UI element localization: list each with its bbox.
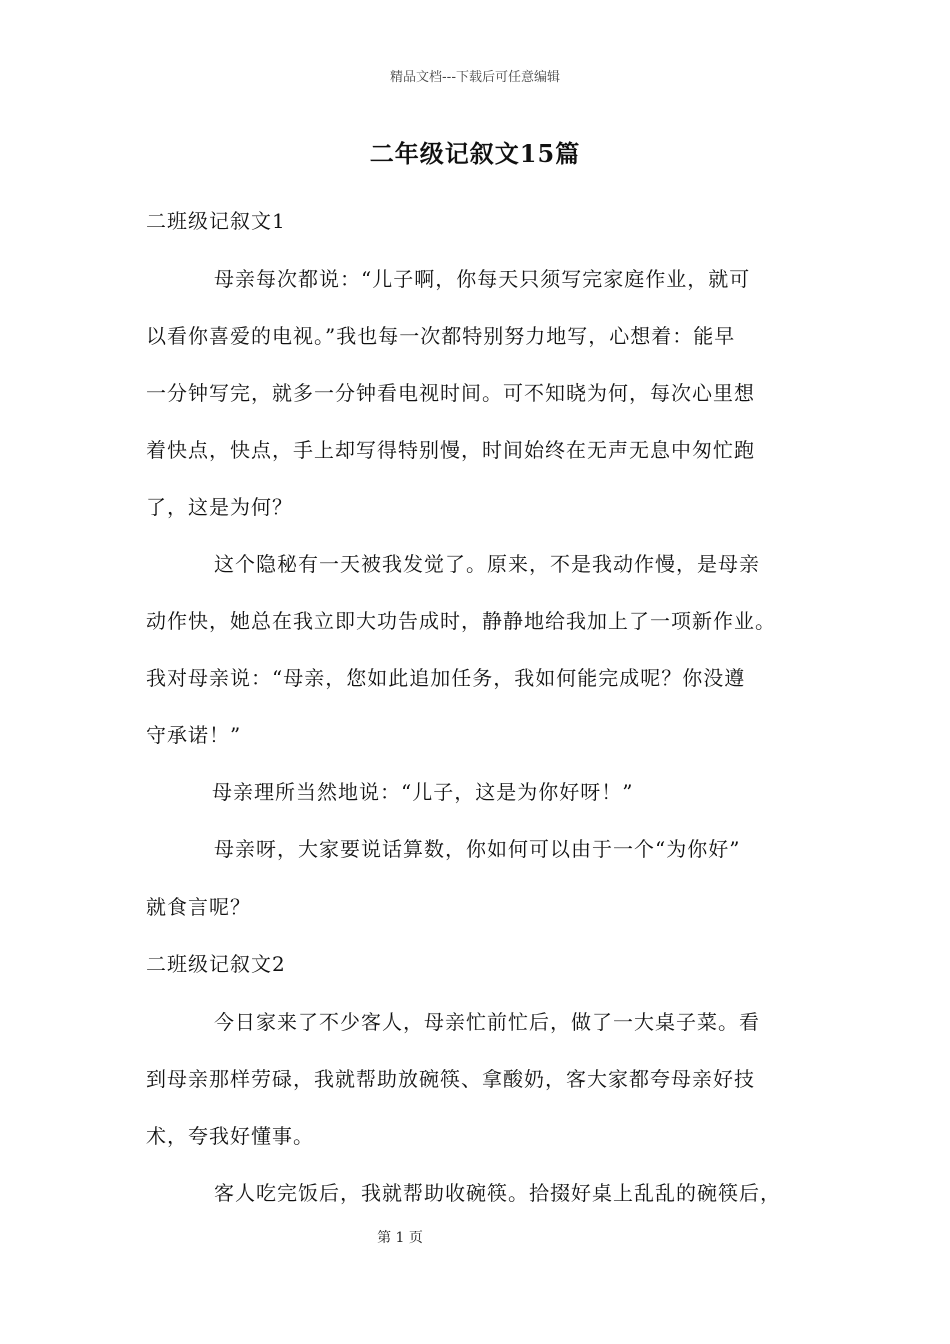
paragraph-line: 以看你喜爱的电视。”我也每一次都特别努力地写，心想着：能早 bbox=[146, 324, 736, 348]
paragraph-line: 母亲呀，大家要说话算数，你如何可以由于一个“为你好” bbox=[214, 837, 741, 861]
paragraph-line: 母亲理所当然地说：“儿子，这是为你好呀！” bbox=[212, 780, 634, 804]
paragraph-line: 今日家来了不少客人，母亲忙前忙后，做了一大桌子菜。看 bbox=[214, 1010, 760, 1034]
paragraph-line: 守承诺！” bbox=[146, 723, 242, 747]
paragraph-line: 术，夸我好懂事。 bbox=[146, 1124, 314, 1148]
paragraph-line: 母亲每次都说：“儿子啊，你每天只须写完家庭作业，就可 bbox=[214, 267, 751, 291]
paragraph-line: 着快点，快点，手上却写得特别慢，时间始终在无声无息中匆忙跑 bbox=[146, 438, 755, 462]
paragraph-line: 就食言呢？ bbox=[146, 895, 251, 919]
page-number: 第 1 页 bbox=[377, 1230, 423, 1246]
paragraph-line: 到母亲那样劳碌，我就帮助放碗筷、拿酸奶，客大家都夸母亲好技 bbox=[146, 1067, 755, 1091]
paragraph-line: 我对母亲说：“母亲，您如此追加任务，我如何能完成呢？你没遵 bbox=[146, 666, 746, 690]
paragraph-line: 动作快，她总在我立即大功告成时，静静地给我加上了一项新作业。 bbox=[146, 609, 776, 633]
section-heading: 二班级记叙文1 bbox=[146, 209, 286, 233]
paragraph-line: 这个隐秘有一天被我发觉了。原来，不是我动作慢，是母亲 bbox=[214, 552, 760, 576]
paragraph-line: 客人吃完饭后，我就帮助收碗筷。拾掇好桌上乱乱的碗筷后， bbox=[214, 1181, 781, 1205]
page-header: 精品文档---下载后可任意编辑 bbox=[389, 70, 561, 85]
section-heading: 二班级记叙文2 bbox=[146, 952, 286, 976]
paragraph-line: 了，这是为何？ bbox=[146, 495, 293, 519]
document-title: 二年级记叙文15篇 bbox=[369, 139, 581, 168]
paragraph-line: 一分钟写完，就多一分钟看电视时间。可不知晓为何，每次心里想 bbox=[146, 381, 755, 405]
